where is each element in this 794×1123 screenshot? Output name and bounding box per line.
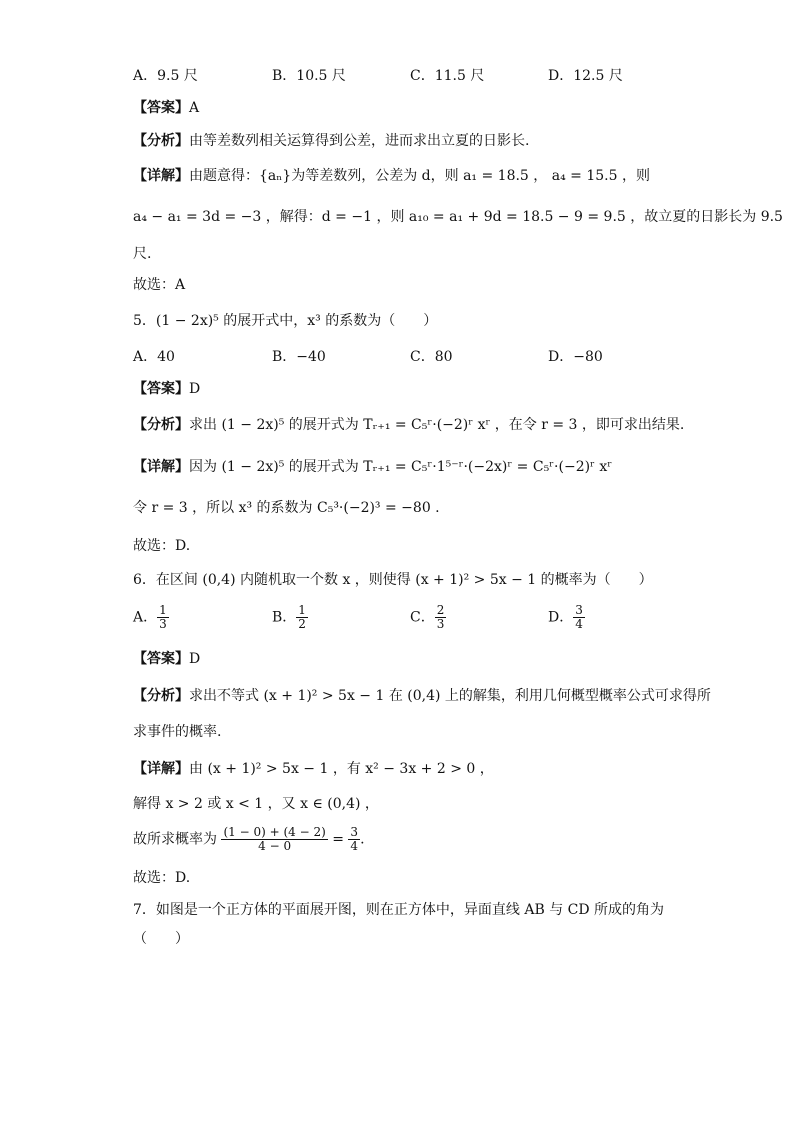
probability-fraction: $\frac{(1 - 0) + (4 - 2)}{4 - 0}$ xyxy=(223,825,326,853)
q5-analysis: 【分析】求出 (1 − 2x)⁵ 的展开式为 Tᵣ₊₁ = C₅ʳ·(−2)ʳ xʳ ，在令 r = 3 ，即可求出结果. xyxy=(133,417,685,433)
q6-answer: 【答案】D xyxy=(133,651,201,667)
q5-option-b: B．−40 xyxy=(272,349,326,365)
q6-detail-line-2: 解得 x > 2 或 x < 1 ，又 x ∈ (0,4) ， xyxy=(133,796,379,812)
q6-analysis-line-2: 求事件的概率. xyxy=(133,724,222,740)
q5-answer: 【答案】D xyxy=(133,381,201,397)
q6-option-d: D． $\frac{3}{4}$ xyxy=(548,603,583,631)
q5-detail-line-2: 令 r = 3 ，所以 x³ 的系数为 C₅³·(−2)³ = −80 . xyxy=(133,500,440,516)
q5-stem: 5．(1 − 2x)⁵ 的展开式中，x³ 的系数为（ ） xyxy=(133,313,438,329)
q5-detail-line-1: 【详解】因为 (1 − 2x)⁵ 的展开式为 Tᵣ₊₁ = C₅ʳ·1⁵⁻ʳ·(−2x)ʳ = C₅ʳ·(−2)ʳ xʳ xyxy=(133,459,613,475)
q7-stem-line-1: 7．如图是一个正方体的平面展开图，则在正方体中，异面直线 AB 与 CD 所成的角为 xyxy=(133,902,665,918)
q4-detail-line-1: 【详解】由题意得：{aₙ}为等差数列，公差为 d，则 a₁ = 18.5 ， a₄ = 15.5 ，则 xyxy=(133,168,650,184)
q7-stem-line-2: （ ） xyxy=(133,931,189,947)
probability-result: $\frac{3}{4}$ xyxy=(350,825,359,853)
q6-option-a: A． $\frac{1}{3}$ xyxy=(133,603,167,631)
q6-detail-line-3: 故所求概率为 $\frac{(1 - 0) + (4 - 2)}{4 - 0}$ = $\frac{3}{4}$ . xyxy=(133,825,365,853)
q4-option-a: A．9.5 尺 xyxy=(133,68,198,84)
q5-option-c: C．80 xyxy=(410,349,453,365)
q6-option-c: C． $\frac{2}{3}$ xyxy=(410,603,445,631)
q4-analysis: 【分析】由等差数列相关运算得到公差，进而求出立夏的日影长. xyxy=(133,133,530,149)
q6-stem: 6．在区间 (0,4) 内随机取一个数 x ，则使得 (x + 1)² > 5x − 1 的概率为（ ） xyxy=(133,572,653,588)
q6-analysis-line-1: 【分析】求出不等式 (x + 1)² > 5x − 1 在 (0,4) 上的解集，利用几何概型概率公式可求得所 xyxy=(133,688,711,704)
q4-option-b: B．10.5 尺 xyxy=(272,68,346,84)
q6-conclusion: 故选：D. xyxy=(133,870,191,886)
q6-option-b: B． $\frac{1}{2}$ xyxy=(272,603,306,631)
q4-option-d: D．12.5 尺 xyxy=(548,68,623,84)
q4-answer: 【答案】A xyxy=(133,100,200,116)
q5-option-a: A．40 xyxy=(133,349,175,365)
q5-option-d: D．−80 xyxy=(548,349,603,365)
q4-detail-line-3: 尺. xyxy=(133,246,152,262)
q4-detail-line-2: a₄ − a₁ = 3d = −3 ，解得：d = −1 ，则 a₁₀ = a₁ + 9d = 18.5 − 9 = 9.5 ，故立夏的日影长为 9.5 xyxy=(133,209,783,225)
q6-detail-line-1: 【详解】由 (x + 1)² > 5x − 1 ，有 x² − 3x + 2 > 0 ， xyxy=(133,761,494,777)
q4-conclusion: 故选：A xyxy=(133,277,186,293)
q5-conclusion: 故选：D. xyxy=(133,538,191,554)
q4-option-c: C．11.5 尺 xyxy=(410,68,485,84)
